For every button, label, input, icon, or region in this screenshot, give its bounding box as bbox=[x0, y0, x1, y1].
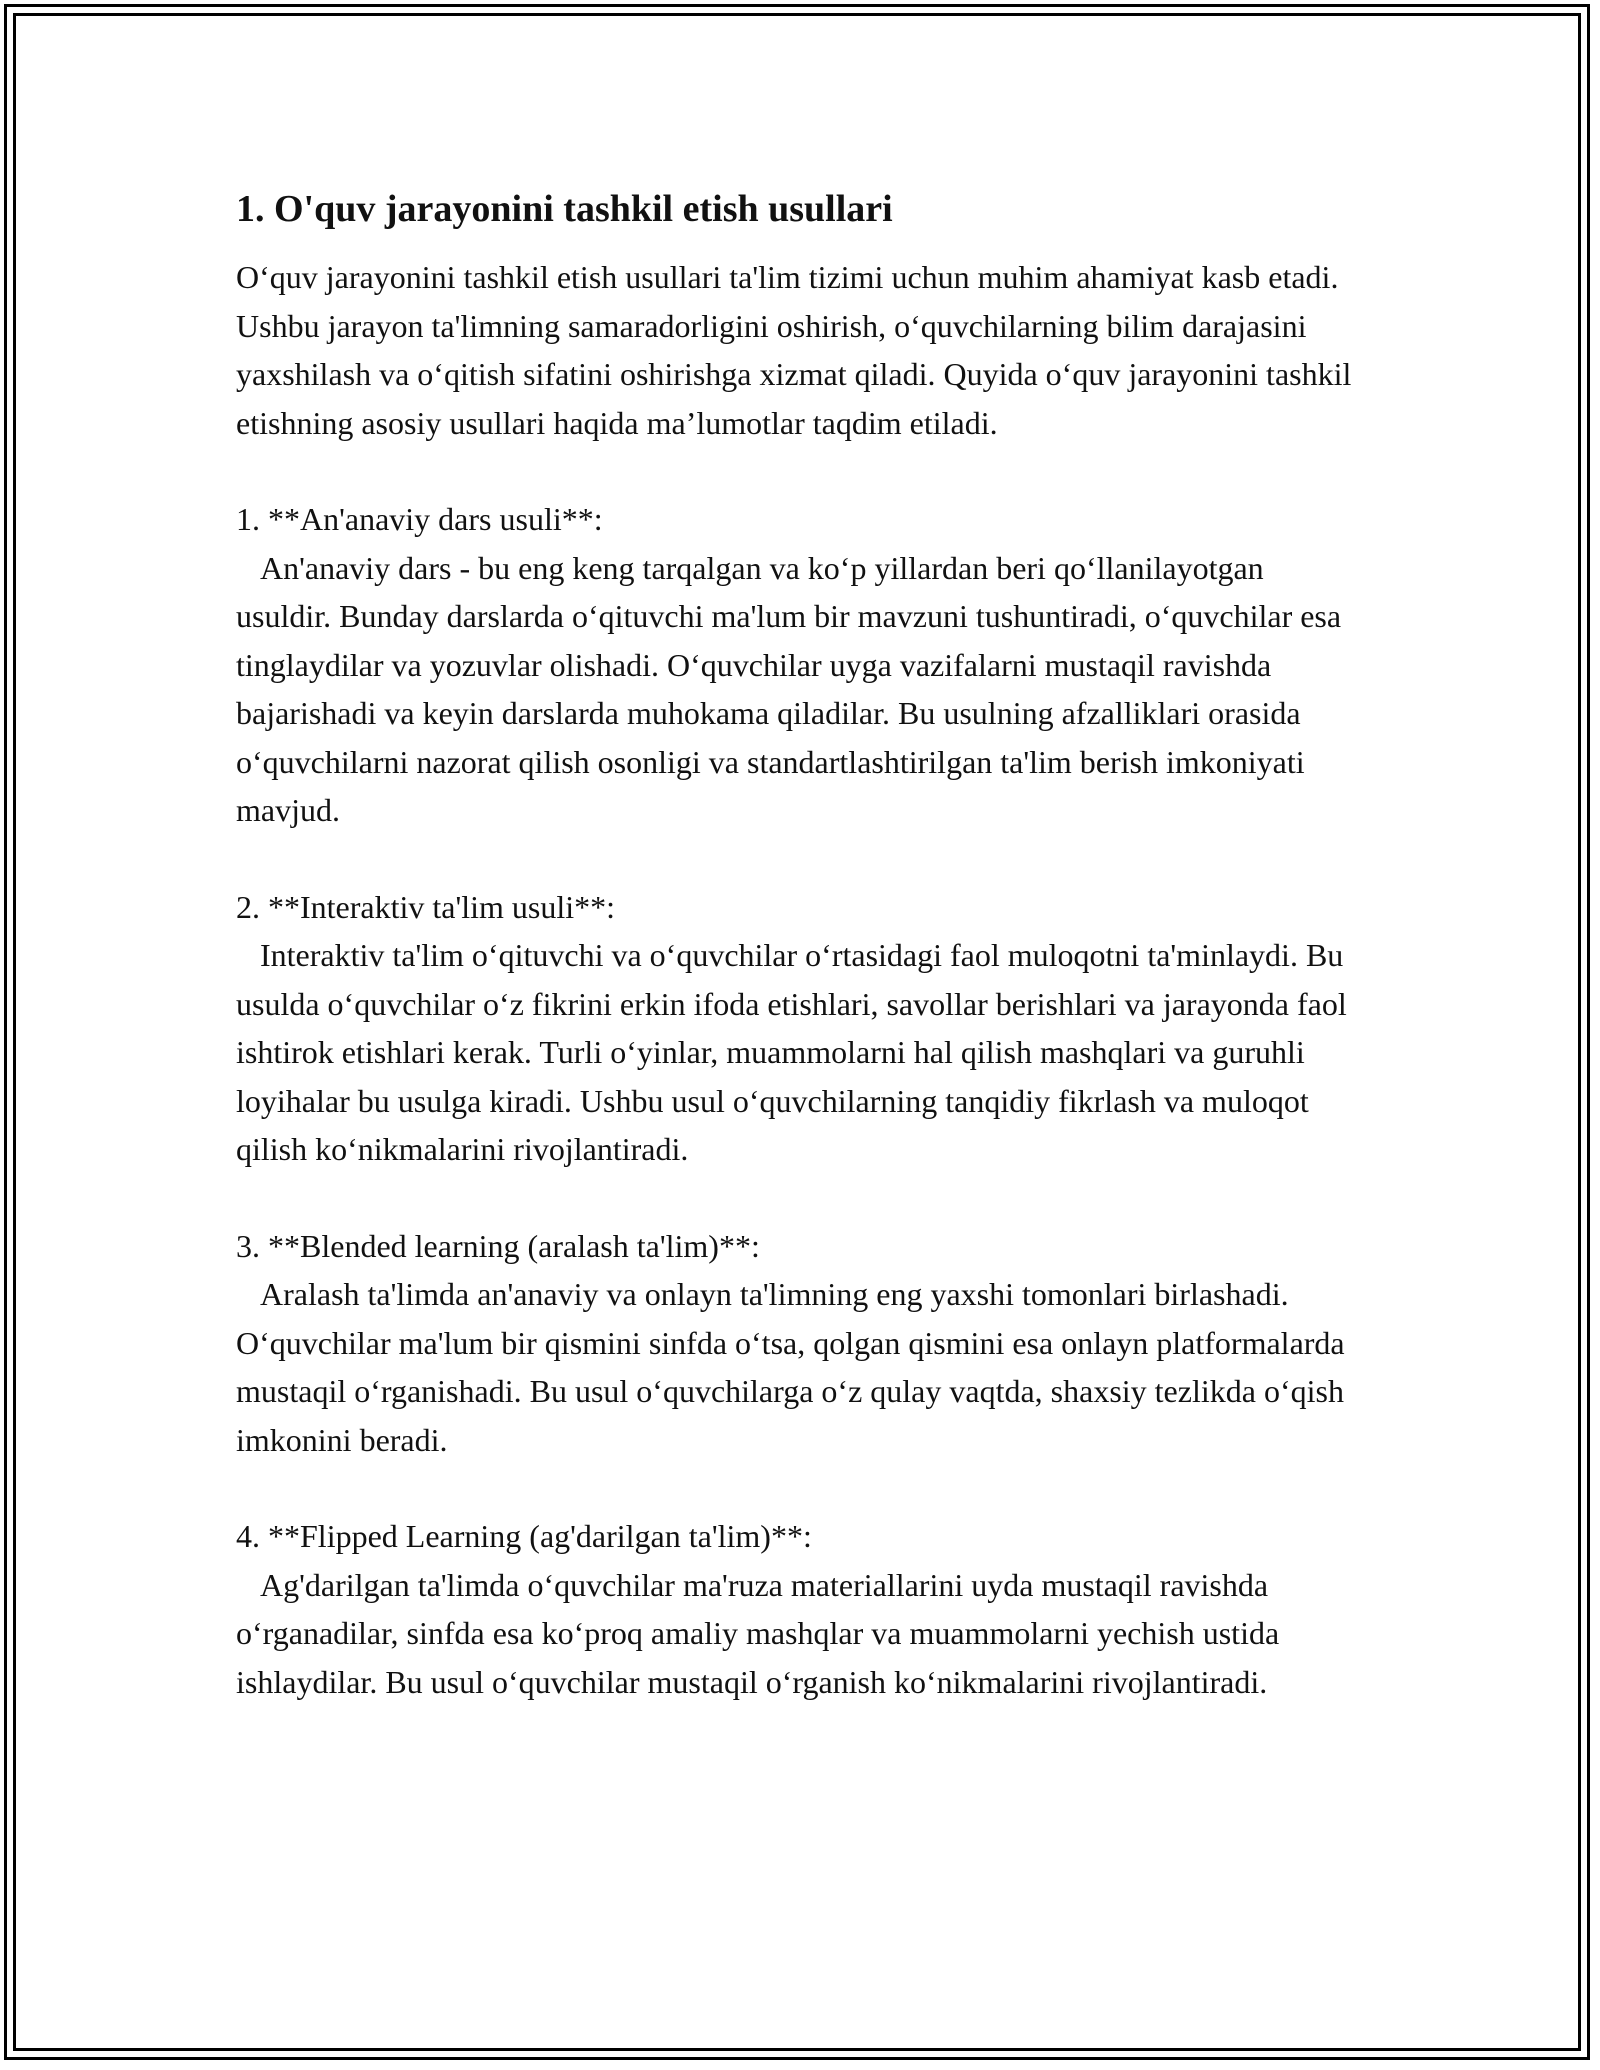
section-interactive-learning bbox=[236, 883, 1366, 1174]
section-body: Interaktiv ta'lim o‘qituvchi va o‘quvchilar o‘rtasidagi faol muloqotni ta'minlaydi. Bu usulda o‘quvchilar o‘z fikrini erkin ifoda etishlari, savollar berishlari va jarayonda faol ishtirok etishlari kerak. Turli o‘yinlar, muammolarni hal qilish mashqlari va guruhli loyihalar bu usulga kiradi. Ushbu usul o‘quvchilarning tanqidiy fikrlash va muloqot qilish ko‘nikmalarini rivojlantiradi. bbox=[236, 937, 1355, 1167]
section-heading: 2. **Interaktiv ta'lim usuli**: bbox=[236, 888, 616, 925]
section-body: Ag'darilgan ta'limda o‘quvchilar ma'ruza materiallarini uyda mustaqil ravishda o‘rganadilar, sinfda esa ko‘proq amaliy mashqlar va muammolarni yechish ustida ishlaydilar. Bu usul o‘quvchilar mustaqil o‘rganish ko‘nikmalarini rivojlantiradi. bbox=[236, 1566, 1288, 1700]
section-traditional-lesson bbox=[236, 495, 1366, 835]
section-heading: 1. **An'anaviy dars usuli**: bbox=[236, 501, 603, 537]
section-body: Aralash ta'limda an'anaviy va onlayn ta'limning eng yaxshi tomonlari birlashadi. O‘quvchilar ma'lum bir qismini sinfda o‘tsa, qolgan qismini esa onlayn platformalarda mustaqil o‘rganishadi. Bu usul o‘quvchilarga o‘z qulay vaqtda, shaxsiy tezlikda o‘qish imkonini beradi. bbox=[236, 1276, 1353, 1458]
intro-paragraph: O‘quv jarayonini tashkil etish usullari ta'lim tizimi uchun muhim ahamiyat kasb etadi. Ushbu jarayon ta'limning samaradorligini oshirish, o‘quvchilarning bilim darajasini yaxshilash va o‘qitish sifatini oshirishga xizmat qiladi. Quyida o‘quv jarayonini tashkil etishning asosiy usullari haqida ma’lumotlar taqdim etiladi. bbox=[236, 259, 1352, 441]
section-heading: 3. **Blended learning (aralash ta'lim)**: bbox=[236, 1227, 760, 1264]
section-body: An'anaviy dars - bu eng keng tarqalgan va ko‘p yillardan beri qo‘llanilayotgan usuldir. Bunday darslarda o‘qituvchi ma'lum bir mavzuni tushuntiradi, o‘quvchilar esa tinglaydilar va yozuvlar olishadi. O‘quvchilar uyga vazifalarni mustaqil ravishda bajarishadi va keyin darslarda muhokama qiladilar. Bu usulning afzalliklari orasida o‘quvchilarni nazorat qilish osonligi va standartlashtirilgan ta'lim berish imkoniyati mavjud. bbox=[236, 549, 1350, 828]
section-blended-learning bbox=[236, 1222, 1366, 1465]
document-body bbox=[236, 185, 1366, 1754]
document-title: 1. O'quv jarayonini tashkil etish usullari bbox=[236, 188, 893, 230]
section-heading: 4. **Flipped Learning (ag'darilgan ta'lim)**: bbox=[236, 1518, 812, 1554]
section-flipped-learning bbox=[236, 1512, 1366, 1706]
